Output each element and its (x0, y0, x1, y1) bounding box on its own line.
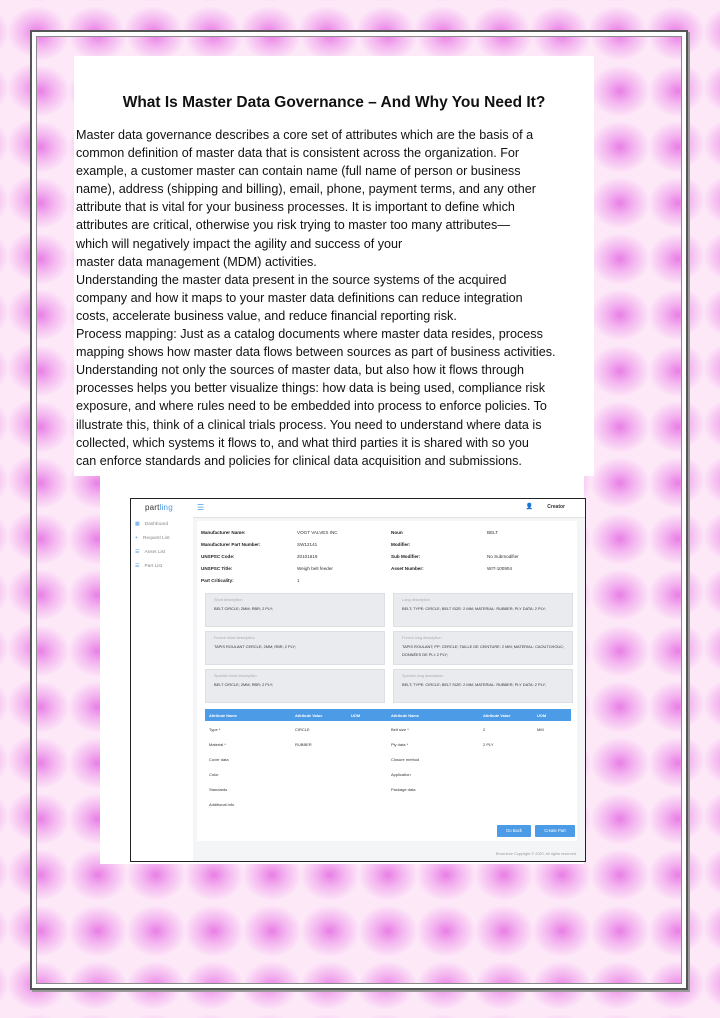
unspsc-code-label: UNSPSC Code: (201, 554, 235, 559)
manufacturer-name-value: VOGT VALVES INC (297, 530, 338, 535)
app-window (130, 498, 586, 862)
attribute-name: Type * (209, 727, 221, 732)
article-line: processes helps you better visualize things: how data is being used, compliance risk (76, 381, 546, 396)
article-line: mapping shows how master data flows between sources as part of business activities. (76, 345, 556, 360)
attribute-name: Ply data * (391, 742, 409, 747)
sub-modifier-label: Sub Modifier: (391, 554, 421, 559)
criticality-value: 1 (297, 578, 300, 583)
article-line: exposure, and where rules need to be embedded into process to enforce policies. To (76, 399, 547, 414)
article-line: Understanding the master data present in the source systems of the acquired (76, 272, 507, 287)
dashboard-icon: ▦ (135, 521, 140, 527)
asset-number-value: WIT-100904 (487, 566, 513, 571)
article-line: common definition of master data that is consistent across the organization. For (76, 146, 520, 161)
spanish-short-description-box: Spanish short description BELT CIRCLE; 2MM; RBR; 2 PLY; (205, 669, 385, 703)
article-line: Process mapping: Just as a catalog documents where master data resides, process (76, 327, 543, 342)
short-description-box: Short description BELT CIRCLE; 2MM; RBR; 2 PLY; (205, 593, 385, 627)
list-icon: ☰ (135, 549, 140, 555)
article-line: attribute that is vital for your business processes. It is important to define which (76, 200, 515, 215)
criticality-label: Part Criticality: (201, 578, 234, 583)
user-menu[interactable]: Creator (547, 504, 565, 510)
go-back-button[interactable]: Go Back (497, 825, 531, 837)
part-detail-panel (197, 521, 577, 841)
plus-icon: + (135, 535, 138, 541)
attributes-table-header-right: Attribute Name Attribute Value UOM (387, 709, 571, 721)
article-line: master data management (MDM) activities. (76, 254, 317, 269)
article-line: Master data governance describes a core set of attributes which are the basis of a (76, 128, 534, 142)
article-line: attributes are critical, otherwise you risk trying to master too many attributes— (76, 218, 510, 233)
attribute-name: Color (209, 772, 219, 777)
article (74, 56, 594, 476)
article-line: which will negatively impact the agility and success of your (76, 236, 403, 251)
sidebar-item-asset-list[interactable]: ☰ Asset List (135, 549, 166, 555)
attributes-table-header-left: Attribute Name Attribute Value UOM (205, 709, 387, 721)
sidebar-item-dashboard[interactable]: ▦ Dashboard (135, 521, 169, 527)
attribute-name: Closure method (391, 757, 420, 762)
attribute-name: Package data (391, 787, 416, 792)
article-line: name), address (shipping and billing), email, phone, payment terms, and any other (76, 182, 536, 197)
embedded-screenshot (100, 468, 584, 864)
article-line: collected, which systems it flows to, and what third parties it is shared with so you (76, 435, 529, 450)
attribute-name: Additional info (209, 802, 235, 807)
article-line: illustrate this, think of a clinical trials process. You need to understand where data is (76, 417, 542, 432)
article-line: Understanding not only the sources of master data, but also how it flows through (76, 363, 525, 378)
list-icon: ☰ (135, 563, 140, 569)
article-title: What Is Master Data Governance – And Why You Need It? (122, 94, 546, 111)
unspsc-code-value: 20101619 (297, 554, 318, 559)
article-line: costs, accelerate business value, and reduce financial reporting risk. (76, 308, 457, 323)
long-description-box: Long description BELT; TYPE: CIRCLE; BELT SIZE: 2 MM; MATERIAL: RUBBER; PLY DATA: 2 PLY; (393, 593, 573, 627)
unspsc-title-value: Weigh belt feeder (297, 566, 333, 571)
article-body (76, 126, 596, 470)
attribute-uom: MM (537, 727, 544, 732)
article-line: company and how it maps to your master data definitions can reduce integration (76, 290, 523, 305)
sidebar-item-part-list[interactable]: ☰ Part List (135, 563, 163, 569)
hamburger-menu-icon[interactable]: ☰ (197, 503, 205, 512)
app-sidebar (131, 517, 193, 861)
sidebar-item-request-list[interactable]: + Request List (135, 535, 170, 541)
user-icon: 👤 (525, 504, 533, 510)
spanish-long-description-box: Spanish long description BELT; TYPE: CIRCLE; BELT SIZE: 2 MM; MATERIAL: RUBBER; PLY DATA: 2 PLY; (393, 669, 573, 703)
app-logo: partling (145, 503, 173, 512)
noun-label: Noun (391, 530, 403, 535)
app-footer: Enventure Copyright © 2020. All rights reserved. (495, 852, 577, 856)
article-line: can enforce standards and policies for clinical data acquisition and submissions. (76, 453, 522, 468)
sub-modifier-value: No Submodifier (487, 554, 519, 559)
french-long-description-box: French long description TAPIS ROULANT; PP: CERCLE; TAILLE DE CEINTURE: 2 MM; MATERIAL: CAOUTCHOUC; DONNÉES DE PLI: 2 PLY; (393, 631, 573, 665)
attribute-name: Standards (209, 787, 228, 792)
attribute-value: 2 (483, 727, 486, 732)
attribute-name: Belt size * (391, 727, 409, 732)
create-part-button[interactable]: Create Part (535, 825, 575, 837)
attribute-name: Material * (209, 742, 226, 747)
attribute-value: 2 PLY (483, 742, 494, 747)
attribute-name: Cover data (209, 757, 229, 762)
article-line: example, a customer master can contain name (full name of person or business (76, 164, 521, 179)
manufacturer-name-label: Manufacturer Name: (201, 530, 246, 535)
attribute-value: CIRCLE (295, 727, 310, 732)
asset-number-label: Asset Number: (391, 566, 424, 571)
mpn-value: SW12141 (297, 542, 318, 547)
unspsc-title-label: UNSPSC Title: (201, 566, 233, 571)
mpn-label: Manufacturer Part Number: (201, 542, 261, 547)
modifier-label: Modifier: (391, 542, 411, 547)
app-topbar (131, 499, 585, 518)
attribute-value: RUBBER (295, 742, 312, 747)
french-short-description-box: French short description TAPIS ROULANT CERCLE; 2MM; RBR; 2 PLY; (205, 631, 385, 665)
attribute-name: Application (391, 772, 411, 777)
noun-value: BELT (487, 530, 499, 535)
